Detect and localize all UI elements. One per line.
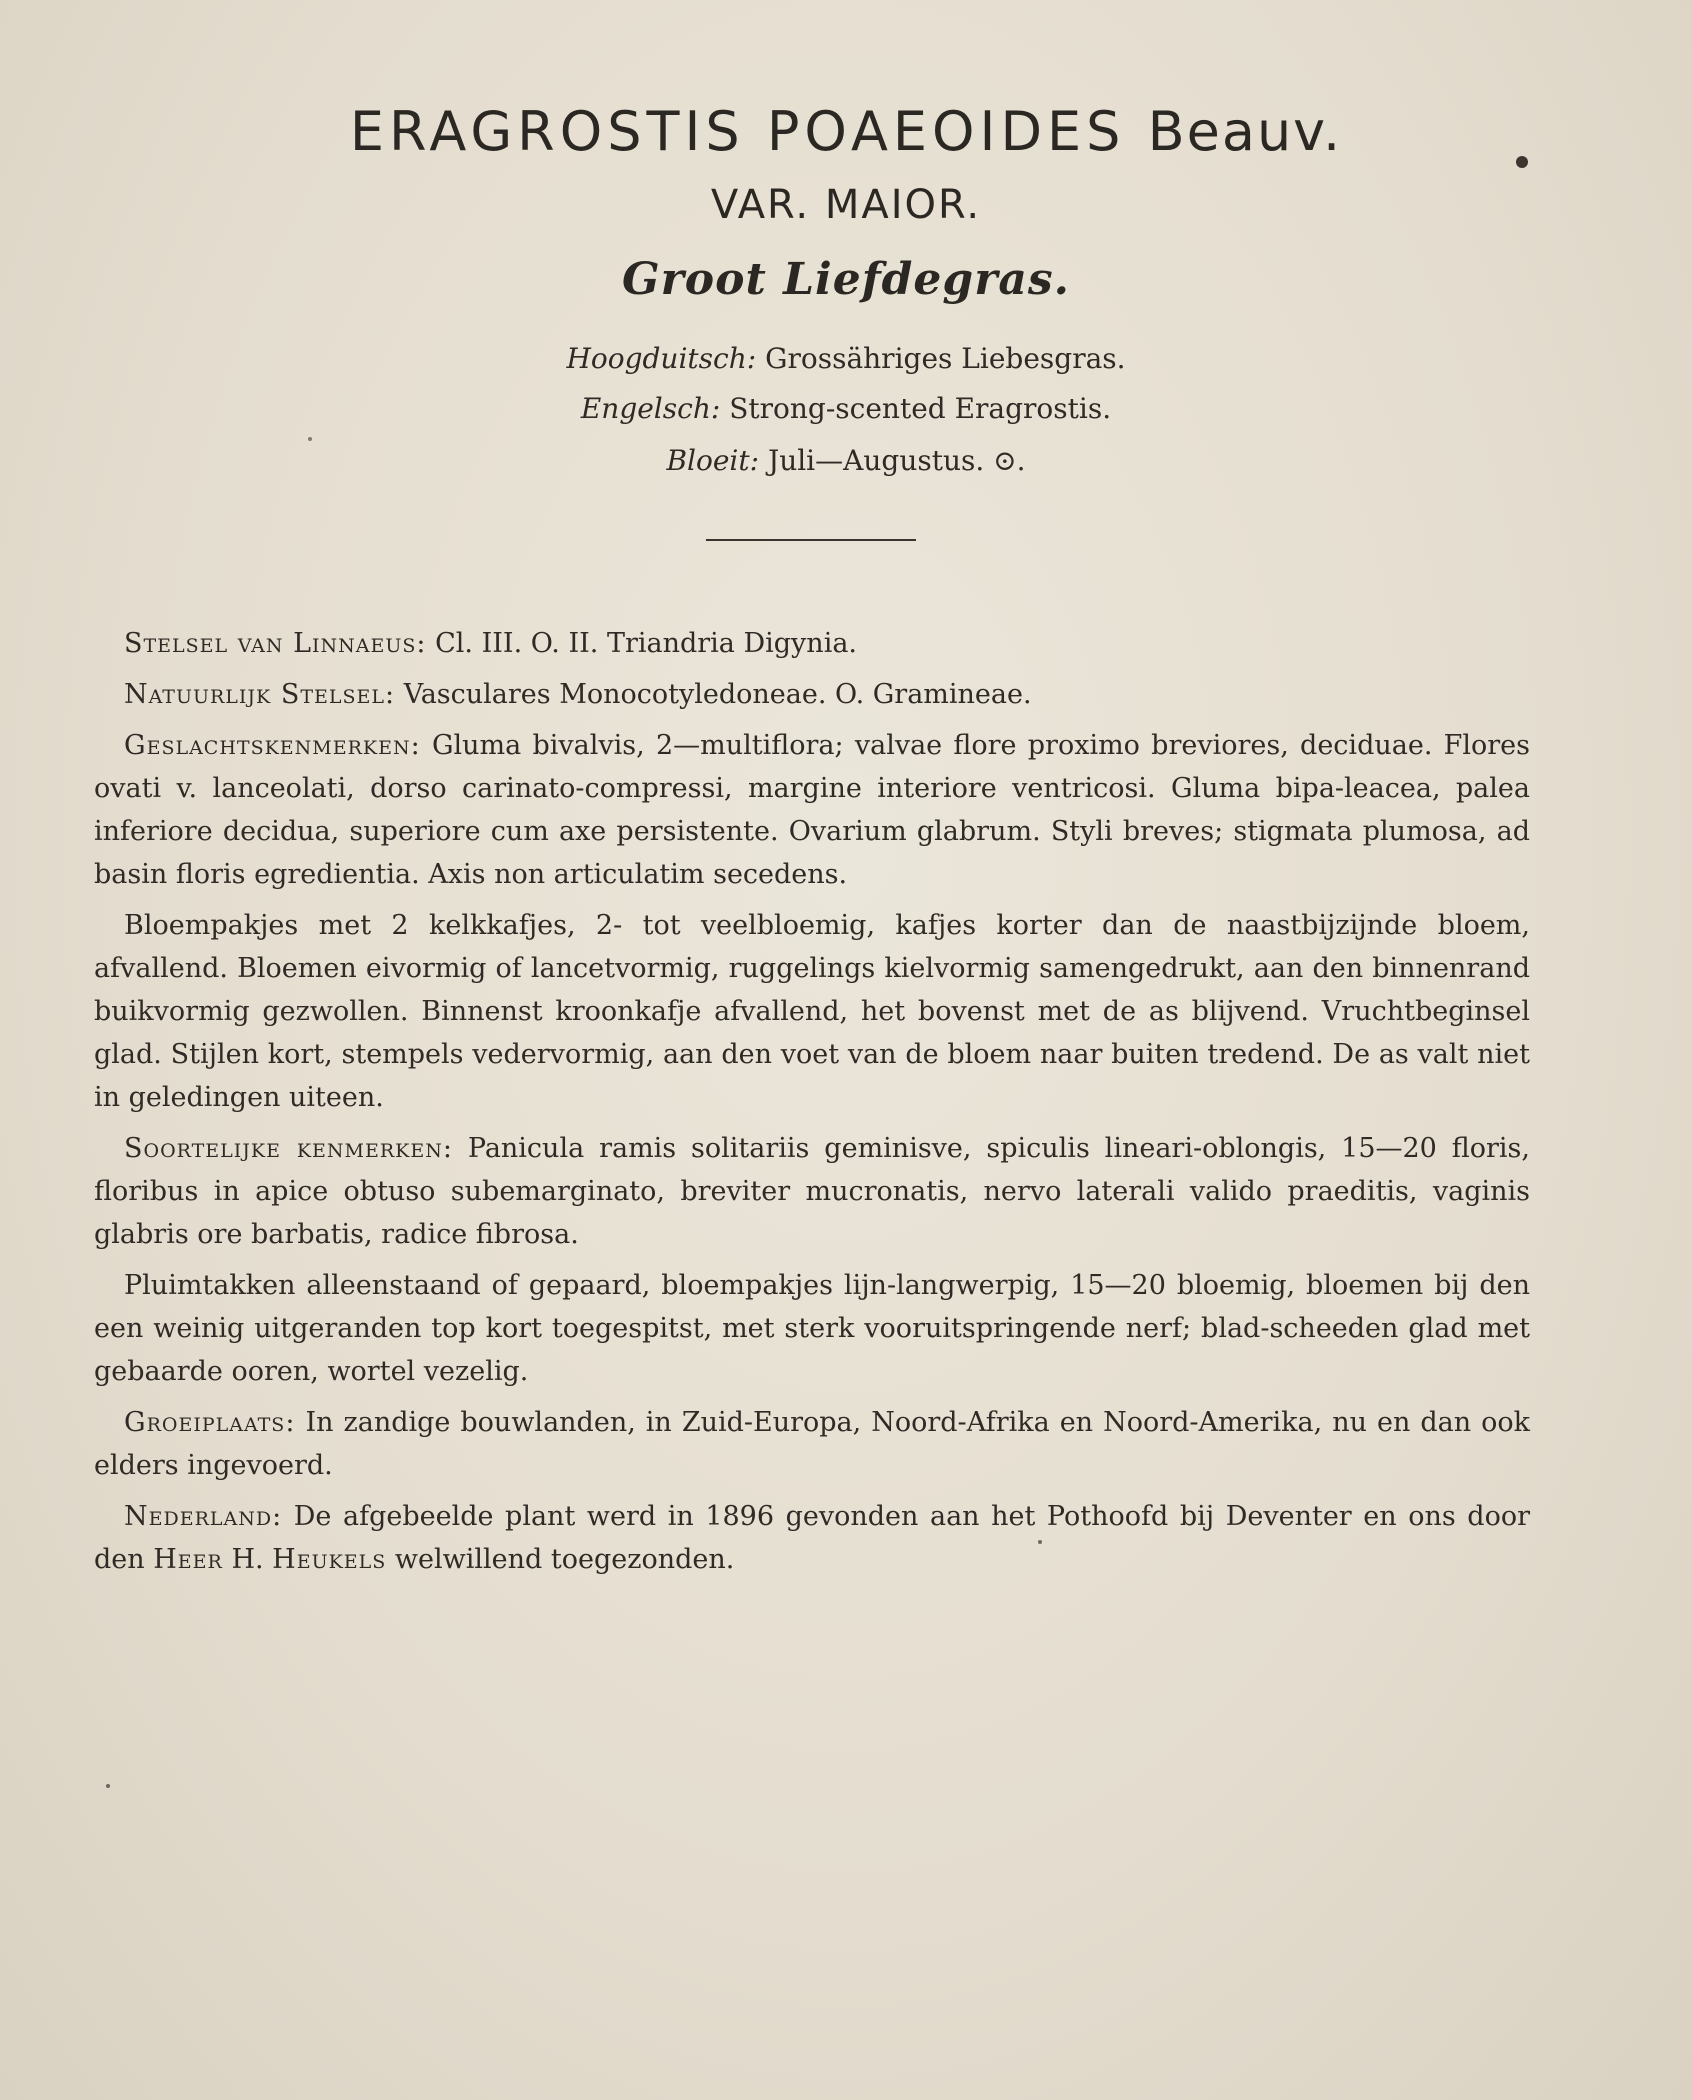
netherlands-person: Heukels xyxy=(272,1544,387,1575)
species-author: Beauv. xyxy=(1147,100,1343,163)
netherlands-heer: Heer xyxy=(153,1544,223,1575)
english-value: Strong-scented Eragrostis. xyxy=(729,392,1112,425)
paper-speck xyxy=(308,437,312,441)
german-label: Hoogduitsch: xyxy=(566,342,757,375)
netherlands-text-2: welwillend toegezonden. xyxy=(394,1544,735,1575)
genus-dutch-paragraph: Bloempakjes met 2 kelkkafjes, 2- tot veelbloemig, kafjes korter dan de naastbijzijnde bloem, afvallend. Bloemen eivormig of lancetvormig, ruggelings kielvormig samengedrukt, aan den binnenrand buikvormig gezwollen. Binnenst kroonkafje afvallend, het bovenst met de as blijvend. Vruchtbeginsel glad. Stijlen kort, stempels vedervormig, aan den voet van de bloem naar buiten tredend. De as valt niet in geledingen uiteen. xyxy=(94,910,1530,1113)
german-value: Grossähriges Liebesgras. xyxy=(765,342,1126,375)
habitat-text: In zandige bouwlanden, in Zuid-Europa, Noord-Afrika en Noord-Amerika, nu en dan ook elders ingevoerd. xyxy=(94,1407,1530,1481)
netherlands-initial: H. xyxy=(231,1544,264,1575)
species-name: ERAGROSTIS POAEOIDES xyxy=(349,100,1126,163)
variety-line: VAR. MAIOR. xyxy=(710,182,982,228)
common-name: Groot Liefdegras. xyxy=(622,254,1070,305)
paper-speck xyxy=(106,1784,110,1788)
genus-text: Gluma bivalvis, 2—multiflora; valvae flore proximo breviores, deciduae. Flores ovati v. lanceolati, dorso carinato-compressi, margine interiore ventricosi. Gluma bipa-leacea, palea inferiore decidua, superiore cum axe persistente. Ovarium glabrum. Styli breves; stigmata plumosa, ad basin floris egredientia. Axis non articulatim secedens. xyxy=(94,730,1530,890)
habitat-label: Groeiplaats: xyxy=(124,1407,296,1438)
genus-paragraph xyxy=(94,724,1530,896)
description-body xyxy=(94,622,1530,1589)
english-label: Engelsch: xyxy=(580,392,721,425)
divider-rule xyxy=(706,539,916,541)
linnaeus-paragraph xyxy=(94,622,1530,665)
species-title xyxy=(0,100,1692,163)
netherlands-paragraph xyxy=(94,1495,1530,1581)
species-text: Panicula ramis solitariis geminisve, spiculis lineari-oblongis, 15—20 floris, floribus in apice obtuso subemarginato, breviter mucronatis, nervo laterali valido praeditis, vaginis glabris ore barbatis, radice fibrosa. xyxy=(94,1133,1530,1250)
bloom-value: Juli—Augustus. ⊙. xyxy=(767,444,1026,477)
german-name-line xyxy=(0,342,1692,375)
netherlands-label: Nederland: xyxy=(124,1501,283,1532)
natural-system-text: Vasculares Monocotyledoneae. O. Gramineae. xyxy=(403,679,1032,710)
paper-speck xyxy=(1038,1540,1042,1544)
paper-speck xyxy=(1516,156,1528,168)
natural-system-paragraph xyxy=(94,673,1530,716)
species-dutch-paragraph: Pluimtakken alleenstaand of gepaard, bloempakjes lijn-langwerpig, 15—20 bloemig, bloemen bij den een weinig uitgeranden top kort toegespitst, met sterk vooruitspringende nerf; blad-scheeden glad met gebaarde ooren, wortel vezelig. xyxy=(94,1270,1530,1387)
habitat-paragraph xyxy=(94,1401,1530,1487)
linnaeus-label: Stelsel van Linnaeus: xyxy=(124,628,427,659)
english-name-line xyxy=(0,392,1692,425)
species-paragraph xyxy=(94,1127,1530,1256)
genus-label: Geslachtskenmerken: xyxy=(124,730,421,761)
netherlands-text-1: De afgebeelde plant werd in 1896 gevonden aan het Pothoofd bij Deventer en ons door den xyxy=(94,1501,1530,1575)
natural-system-label: Natuurlijk Stelsel: xyxy=(124,679,396,710)
bloom-label: Bloeit: xyxy=(666,444,760,477)
species-label: Soortelijke kenmerken: xyxy=(124,1133,453,1164)
bloom-line xyxy=(0,444,1692,477)
linnaeus-text: Cl. III. O. II. Triandria Digynia. xyxy=(435,628,858,659)
